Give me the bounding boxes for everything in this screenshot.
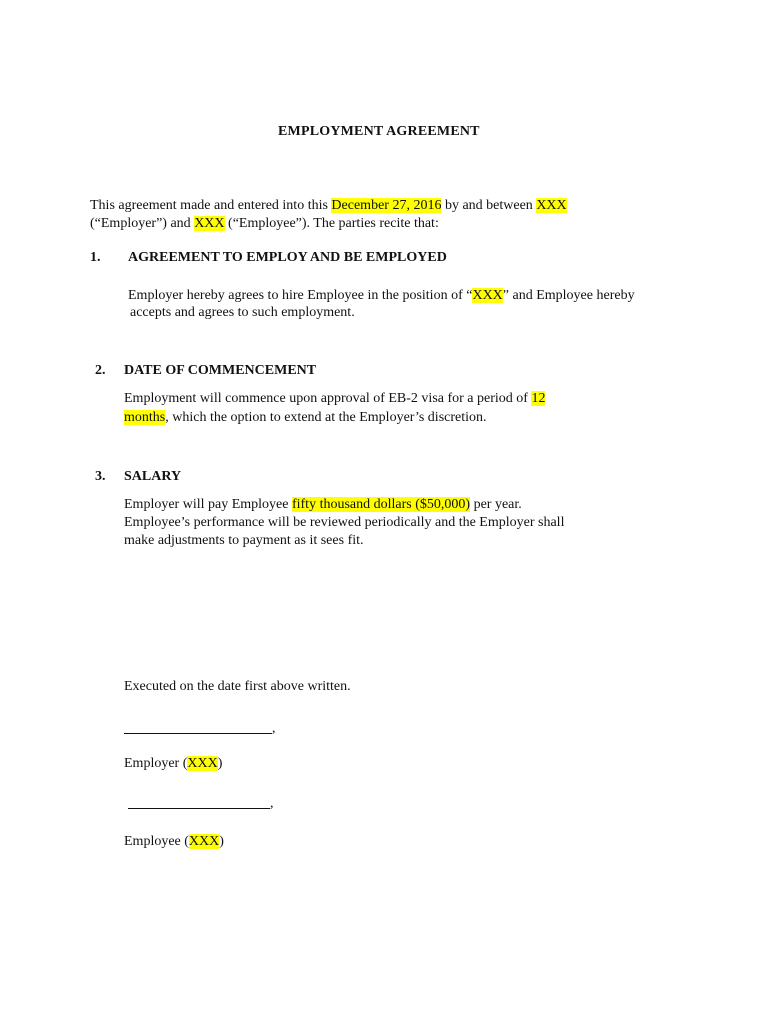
- section-2-heading: DATE OF COMMENCEMENT: [124, 363, 317, 378]
- section-text: ” and Employee hereby: [502, 288, 635, 303]
- employer-signature-line: [124, 733, 272, 734]
- employee-signature-line: [128, 808, 270, 809]
- section-1-number: 1.: [90, 250, 101, 265]
- section-3-line-2: Employee’s performance will be reviewed periodically and the Employer shall: [124, 515, 565, 530]
- position-placeholder: XXX: [472, 288, 503, 303]
- section-2-line-1: [124, 390, 545, 408]
- employer-label-close: ): [217, 756, 223, 771]
- section-text: Employer hereby agrees to hire Employee in the position of “: [128, 288, 473, 303]
- salary-amount: fifty thousand dollars ($50,000): [291, 497, 471, 512]
- section-3-heading: SALARY: [124, 469, 182, 484]
- signature-comma: ,: [272, 721, 276, 736]
- section-3-number: 3.: [95, 469, 106, 484]
- document-title: EMPLOYMENT AGREEMENT: [278, 124, 480, 139]
- section-text: Employer will pay Employee: [124, 497, 292, 512]
- section-2-number: 2.: [95, 363, 106, 378]
- intro-text: (“Employee”). The parties recite that:: [224, 216, 439, 231]
- employer-label: [124, 755, 222, 773]
- section-1-heading: AGREEMENT TO EMPLOY AND BE EMPLOYED: [128, 250, 447, 265]
- section-3-line-1: [124, 496, 522, 514]
- section-2-line-2: [124, 409, 487, 427]
- intro-text: (“Employer”) and: [90, 216, 195, 231]
- employer-name-placeholder: XXX: [187, 756, 218, 771]
- employee-label: [124, 833, 224, 851]
- signature-comma: ,: [270, 796, 274, 811]
- employee-label-text: Employee (: [124, 834, 189, 849]
- employee-placeholder: XXX: [194, 216, 225, 231]
- section-3-line-3: make adjustments to payment as it sees fit.: [124, 533, 364, 548]
- section-1-line-2: accepts and agrees to such employment.: [130, 305, 355, 320]
- intro-line-2: [90, 215, 439, 233]
- execution-statement: Executed on the date first above written.: [124, 679, 351, 694]
- employer-label-text: Employer (: [124, 756, 188, 771]
- section-1-line-1: [128, 287, 635, 305]
- section-text: per year.: [470, 497, 522, 512]
- employee-name-placeholder: XXX: [188, 834, 220, 849]
- intro-line-1: [90, 197, 567, 215]
- section-text: Employment will commence upon approval of EB-2 visa for a period of: [124, 391, 532, 406]
- employer-placeholder: XXX: [536, 198, 567, 213]
- period-unit: months: [124, 410, 166, 425]
- employee-label-close: ): [219, 834, 224, 849]
- period-number: 12: [531, 391, 546, 406]
- agreement-date: December 27, 2016: [331, 198, 442, 213]
- intro-text: by and between: [441, 198, 537, 213]
- intro-text: This agreement made and entered into this: [90, 198, 332, 213]
- section-text: , which the option to extend at the Employer’s discretion.: [165, 410, 487, 425]
